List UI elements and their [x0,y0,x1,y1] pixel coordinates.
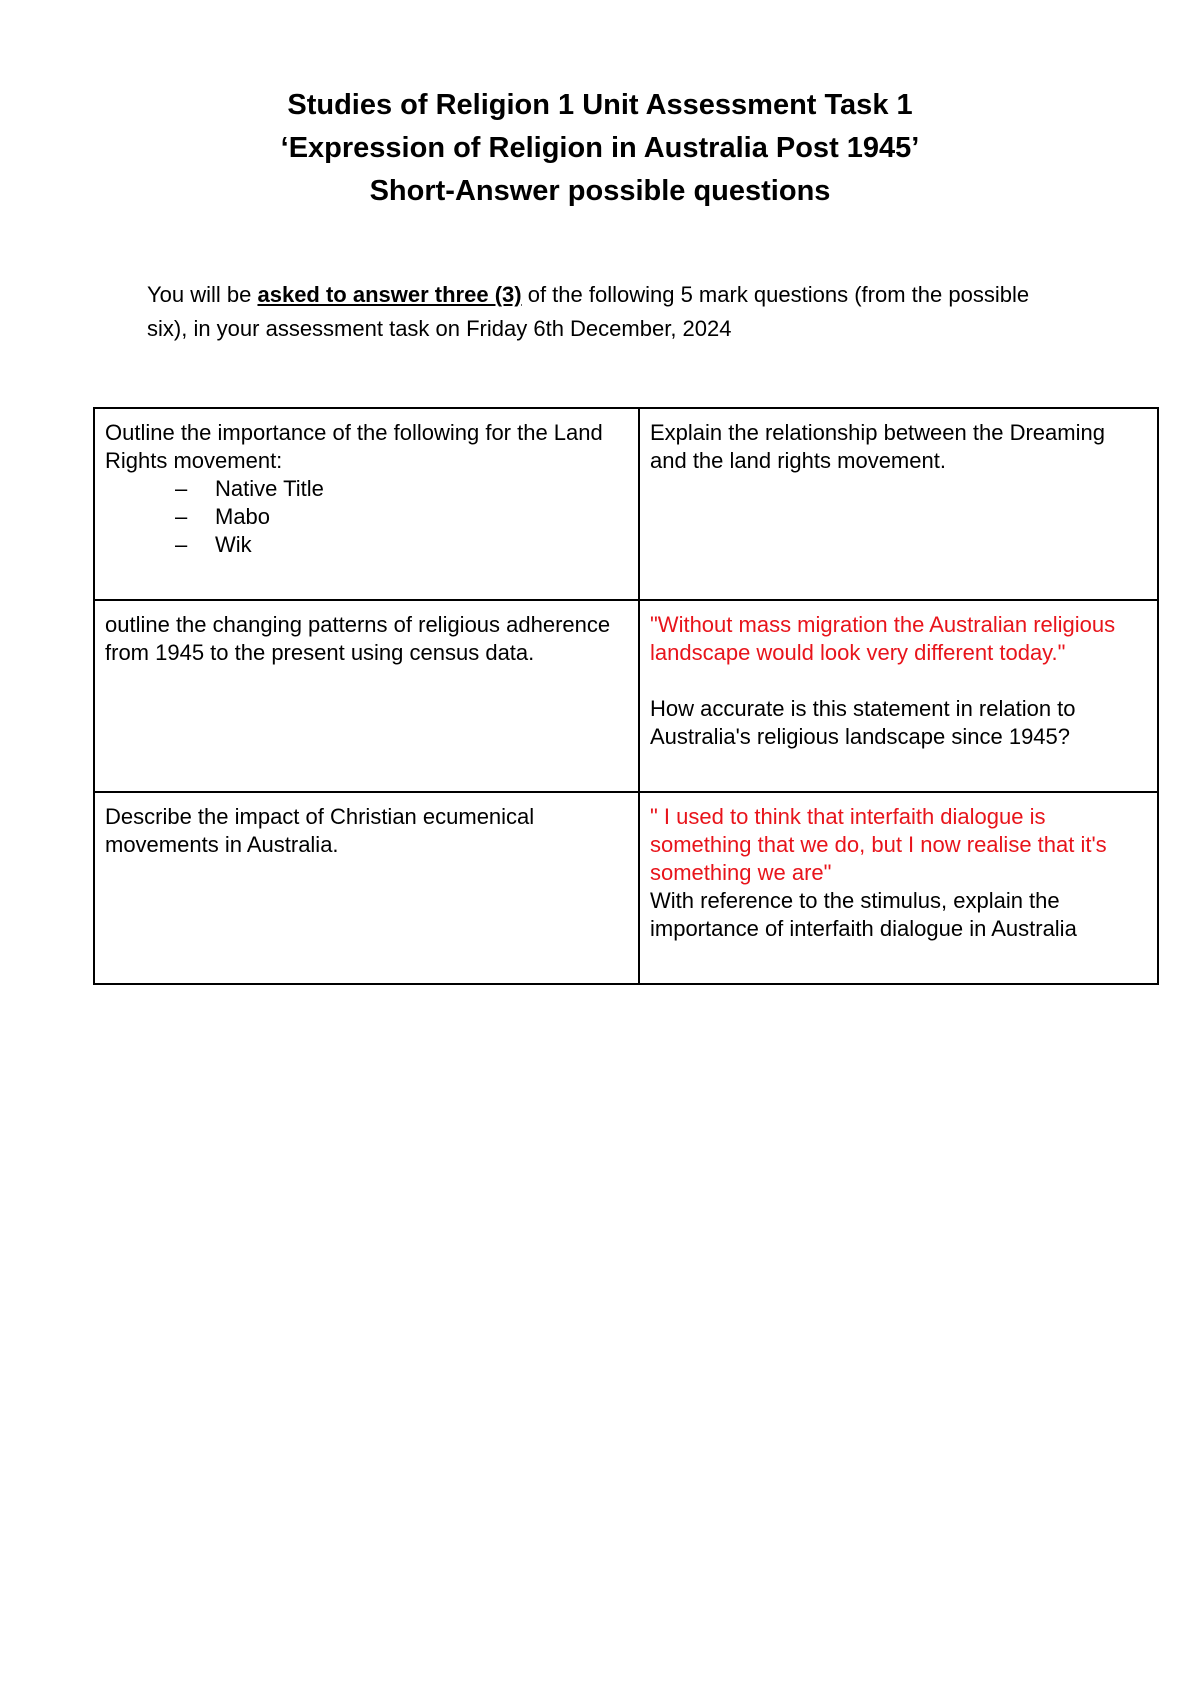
question-cell-3 [94,600,639,792]
dash-marker: – [175,504,188,529]
question-4-quote: "Without mass migration the Australian religious landscape would look very different today." [650,612,1116,665]
question-cell-6 [639,792,1158,984]
question-6-quote: " I used to think that interfaith dialogue is something that we do, but I now realise that it's something we are" [650,804,1107,885]
list-item [175,475,628,503]
question-1-bullet-list [105,475,628,559]
bullet-native-title: Native Title [215,476,324,501]
table-row [94,600,1158,792]
title-line-2: ‘Expression of Religion in Australia Post 1945’ [280,132,920,164]
instructions-paragraph [147,278,1067,346]
bullet-wik: Wik [215,532,252,557]
question-3-text: outline the changing patterns of religious adherence from 1945 to the present using census data. [105,612,611,665]
dash-marker: – [175,532,188,557]
instructions-text-end: of the following 5 mark questions (from the possible six), in your assessment task on Friday 6th December, 2024 [147,282,1030,341]
question-cell-4 [639,600,1158,792]
list-item [175,531,628,559]
question-cell-5 [94,792,639,984]
question-4-text: How accurate is this statement in relation to Australia's religious landscape since 1945? [650,696,1076,749]
bullet-mabo: Mabo [215,504,271,529]
questions-table [93,407,1159,985]
question-2-text: Explain the relationship between the Dreaming and the land rights movement. [650,420,1105,473]
instructions-emphasis: asked to answer three (3) [257,282,522,307]
question-5-text: Describe the impact of Christian ecumenical movements in Australia. [105,804,535,857]
title-line-1: Studies of Religion 1 Unit Assessment Task 1 [287,89,913,121]
table-row [94,792,1158,984]
question-cell-1 [94,408,639,600]
paragraph-gap [650,667,1147,695]
list-item [175,503,628,531]
title-line-3: Short-Answer possible questions [369,175,831,207]
question-6-text: With reference to the stimulus, explain the importance of interfaith dialogue in Australia [650,888,1077,941]
table-row [94,408,1158,600]
question-cell-2 [639,408,1158,600]
document-title [0,84,1200,213]
dash-marker: – [175,476,188,501]
question-1-text: Outline the importance of the following for the Land Rights movement: [105,420,603,473]
instructions-text-start: You will be [147,282,258,307]
